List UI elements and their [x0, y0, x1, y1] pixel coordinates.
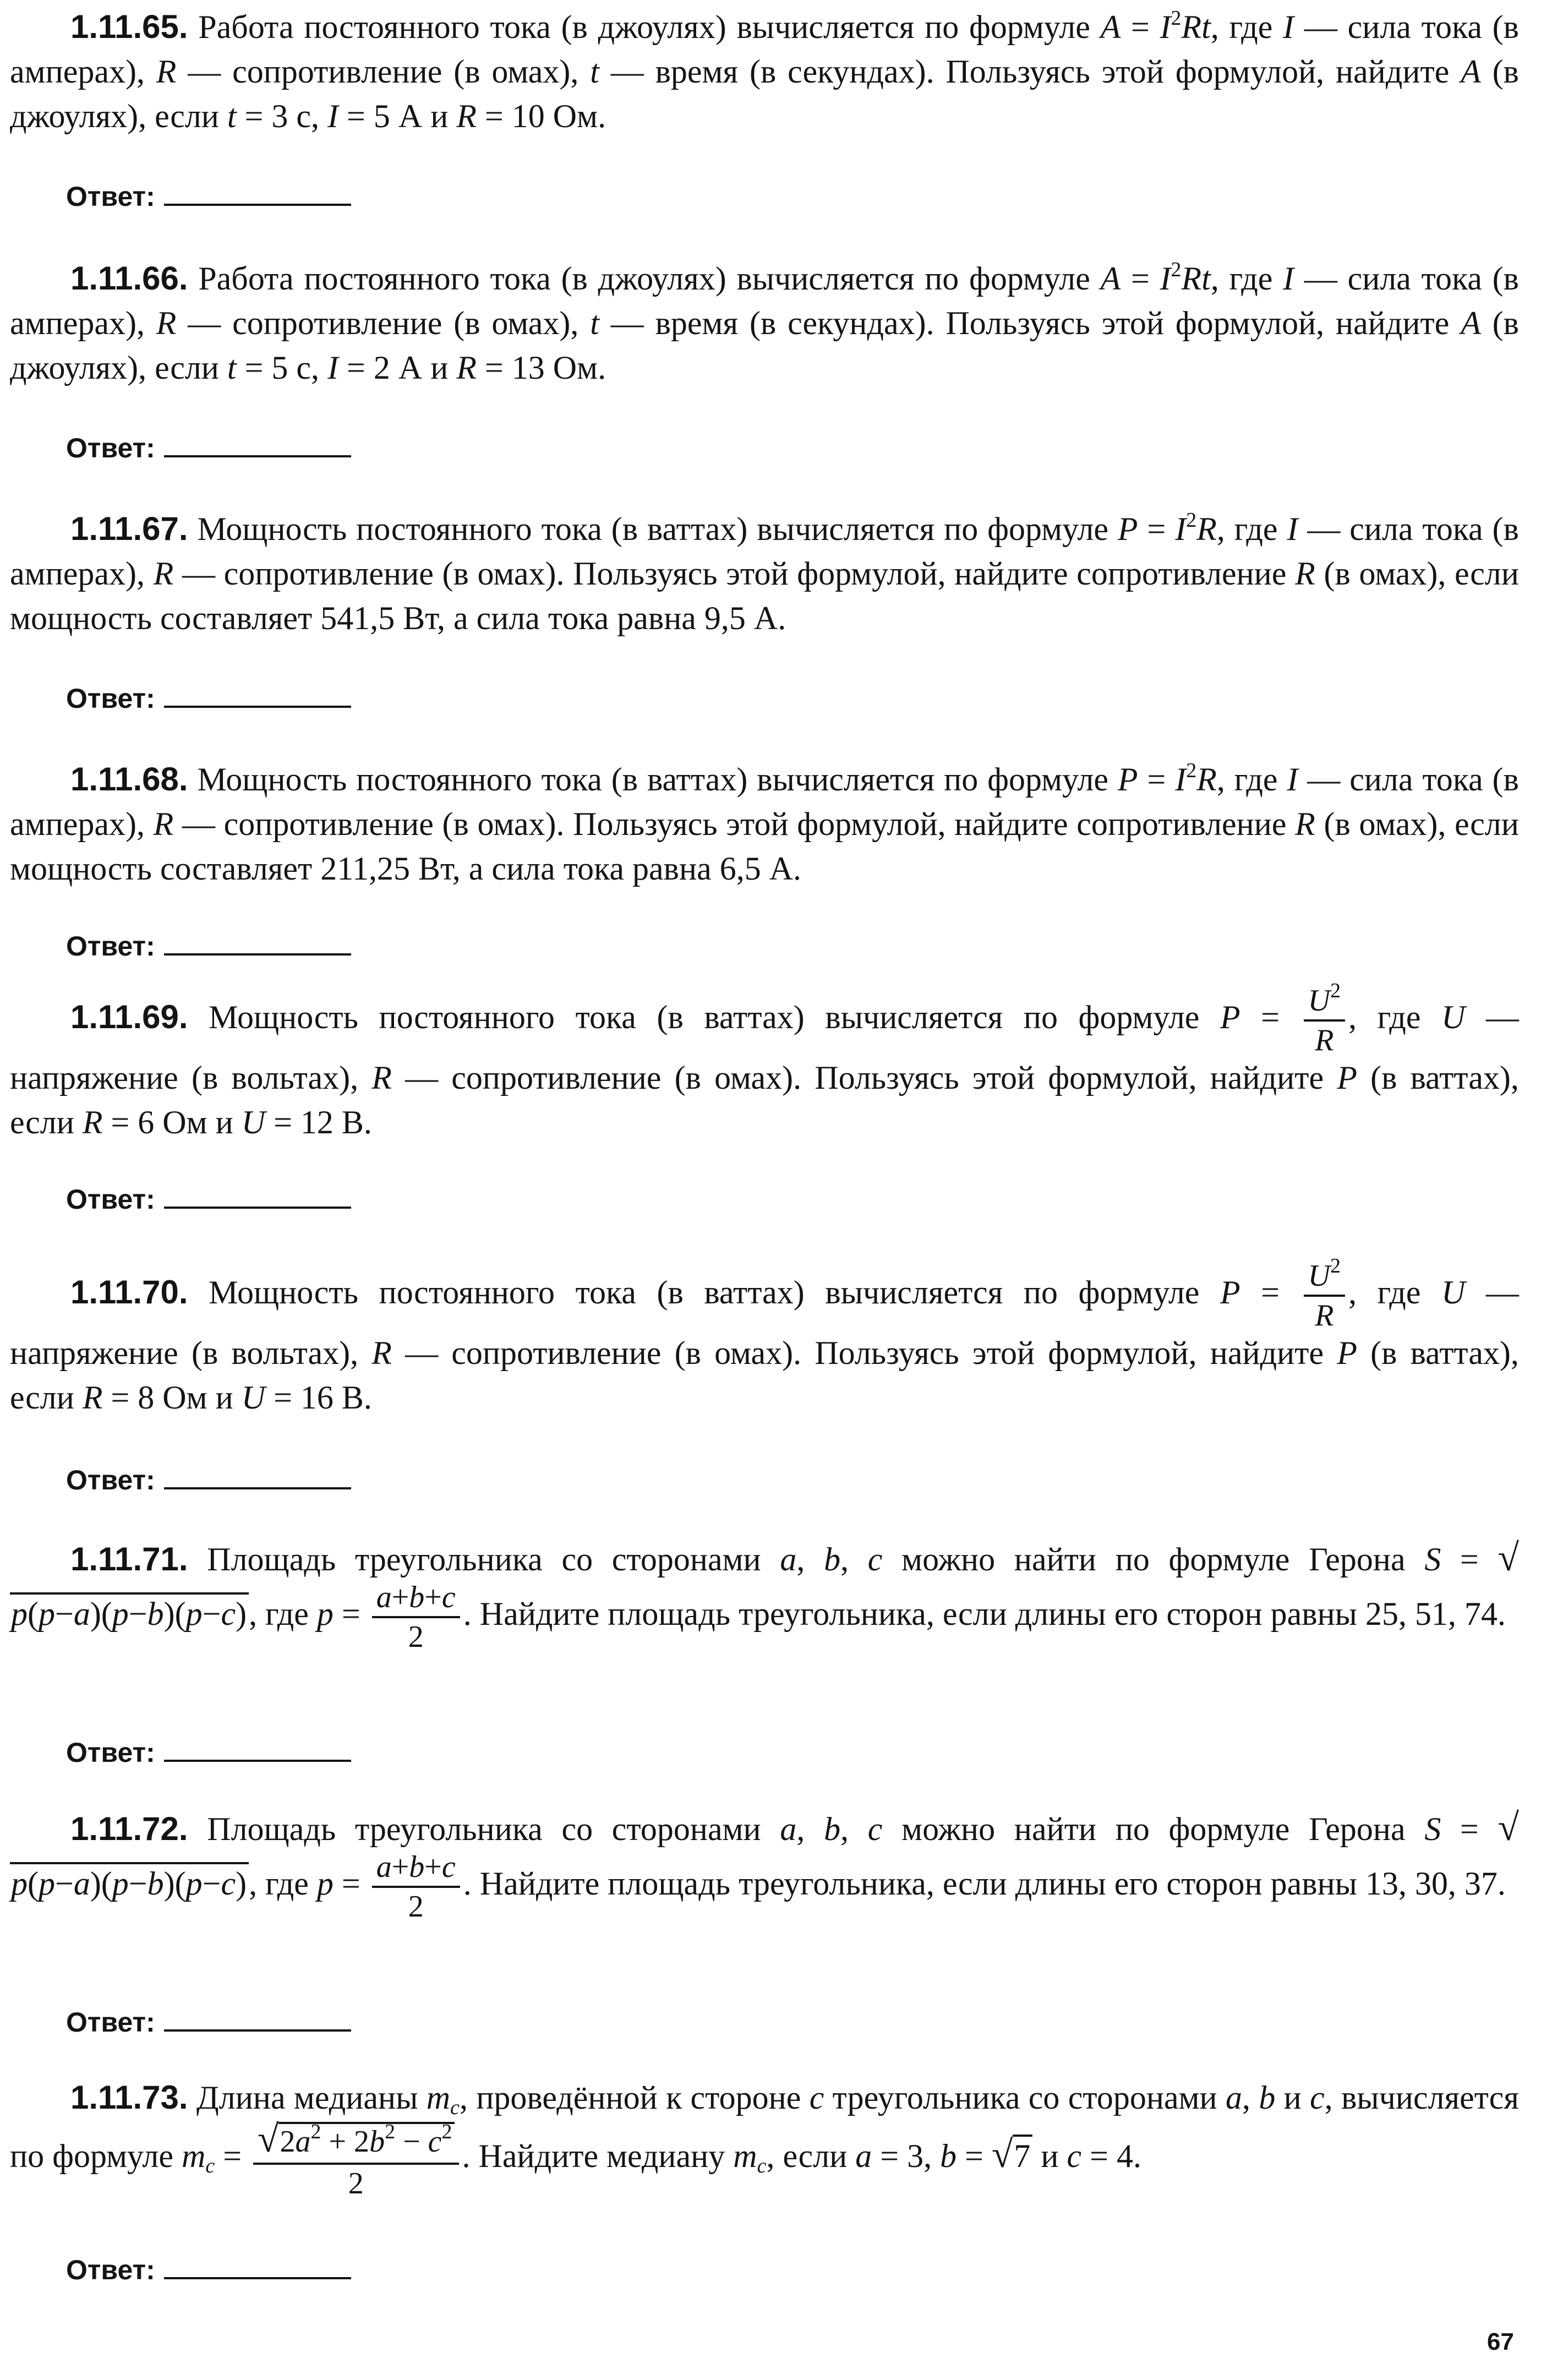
- problem-1-11-65: [10, 4, 1519, 139]
- fraction: $\frac{a+b+c}{2}$: [372, 1582, 460, 1652]
- problem-number: 1.11.69.: [70, 998, 188, 1035]
- answer-field[interactable]: Ответ:: [66, 432, 351, 464]
- problem-1-11-69: [10, 979, 1519, 1145]
- problem-text: 1.11.68. Мощность постоянного тока (в ваттах) вычисляется по формуле $P = I^2R$, где I — сила тока (в амперах), R — сопротивление (в омах). Пользуясь этой формулой, найдите сопротивление R (в омах), если мощность составляет 211,25 Вт, а сила тока равна 6,5 А.: [10, 759, 1519, 887]
- answer-field[interactable]: Ответ:: [66, 1464, 351, 1496]
- problem-number: 1.11.73.: [70, 2079, 188, 2116]
- answer-field[interactable]: Ответ:: [66, 181, 351, 212]
- problem-text: 1.11.70. Мощность постоянного тока (в ваттах) вычисляется по формуле P = $\frac{U^2}{R}$ , где U — напряжение (в вольтах), R — сопротивление (в омах). Пользуясь этой формулой, найдите P (в ваттах), если R = 8 Ом и U = 16 В.: [10, 1254, 1519, 1416]
- problem-1-11-66: [10, 256, 1519, 390]
- problem-text: 1.11.66. Работа постоянного тока (в джоулях) вычисляется по формуле $A = I^2Rt$, где I — сила тока (в амперах), R — сопротивление (в омах), t — время (в секундах). Пользуясь этой формулой, найдите A (в джоулях), если t = 5 с, I = 2 А и R = 13 Ом.: [10, 258, 1519, 386]
- problem-text: 1.11.67. Мощность постоянного тока (в ваттах) вычисляется по формуле $P = I^2R$, где I — сила тока (в амперах), R — сопротивление (в омах). Пользуясь этой формулой, найдите сопротивление R (в омах), если мощность составляет 541,5 Вт, а сила тока равна 9,5 А.: [10, 509, 1519, 636]
- problem-number: 1.11.68.: [70, 761, 188, 798]
- problem-1-11-72: [10, 1805, 1519, 1922]
- problem-text: 1.11.65. Работа постоянного тока (в джоулях) вычисляется по формуле $A = I^2Rt$, где I — сила тока (в амперах), R — сопротивление (в омах), t — время (в секундах). Пользуясь этой формулой, найдите A (в джоулях), если t = 3 с, I = 5 А и R = 10 Ом.: [10, 7, 1519, 134]
- answer-field[interactable]: Ответ:: [66, 1737, 351, 1768]
- problem-1-11-71: [10, 1536, 1519, 1652]
- problem-1-11-73: [10, 2075, 1519, 2199]
- problem-number: 1.11.70.: [70, 1273, 188, 1311]
- problem-1-11-67: [10, 506, 1519, 641]
- problem-text: 1.11.72. Площадь треугольника со сторонами a, b, c можно найти по формуле Герона S = √p(p−a)(p−b)(p−c), где p = $\frac{a+b+c}{2}$ . Найдите площадь треугольника, если длины его сторон равны 13, 30, 37.: [11, 1806, 1519, 1924]
- answer-field[interactable]: Ответ:: [66, 1183, 351, 1215]
- answer-field[interactable]: Ответ:: [66, 930, 351, 962]
- answer-field[interactable]: Ответ:: [66, 683, 351, 714]
- problem-number: 1.11.67.: [70, 510, 188, 547]
- fraction: $\frac{a+b+c}{2}$: [372, 1852, 460, 1922]
- fraction: $\frac{√2a^2 + 2b^2 - c^2}{2}$: [253, 2120, 458, 2199]
- fraction: $\frac{U^2}{R}$: [1304, 1260, 1345, 1331]
- fraction: $\frac{U^2}{R}$: [1304, 985, 1345, 1056]
- problem-number: 1.11.71.: [70, 1541, 188, 1577]
- answer-field[interactable]: Ответ:: [66, 2006, 351, 2038]
- problem-number: 1.11.65.: [70, 8, 188, 45]
- problem-number: 1.11.72.: [70, 1810, 188, 1847]
- problem-number: 1.11.66.: [70, 260, 188, 297]
- problem-1-11-70: [10, 1254, 1519, 1420]
- problem-1-11-68: [10, 757, 1519, 891]
- page-number: 67: [1487, 2328, 1514, 2355]
- problem-text: 1.11.69. Мощность постоянного тока (в ваттах) вычисляется по формуле P = $\frac{U^2}{R}$ , где U — напряжение (в вольтах), R — сопротивление (в омах). Пользуясь этой формулой, найдите P (в ваттах), если R = 6 Ом и U = 12 В.: [10, 979, 1519, 1140]
- problem-text: 1.11.73. Длина медианы $m_c$, проведённой к стороне c треугольника со сторонами a, b и c, вычисляется по формуле $m_c$ = $\frac{√2a^2 + 2b^2 - c^2}{2}$ . Найдите медиану $m_c$, если a = 3, b = √7 и c = 4.: [10, 2079, 1519, 2201]
- answer-field[interactable]: Ответ:: [66, 2254, 351, 2286]
- problem-text: 1.11.71. Площадь треугольника со сторонами a, b, c можно найти по формуле Герона S = √p(p−a)(p−b)(p−c), где p = $\frac{a+b+c}{2}$ . Найдите площадь треугольника, если длины его сторон равны 25, 51, 74.: [11, 1537, 1519, 1654]
